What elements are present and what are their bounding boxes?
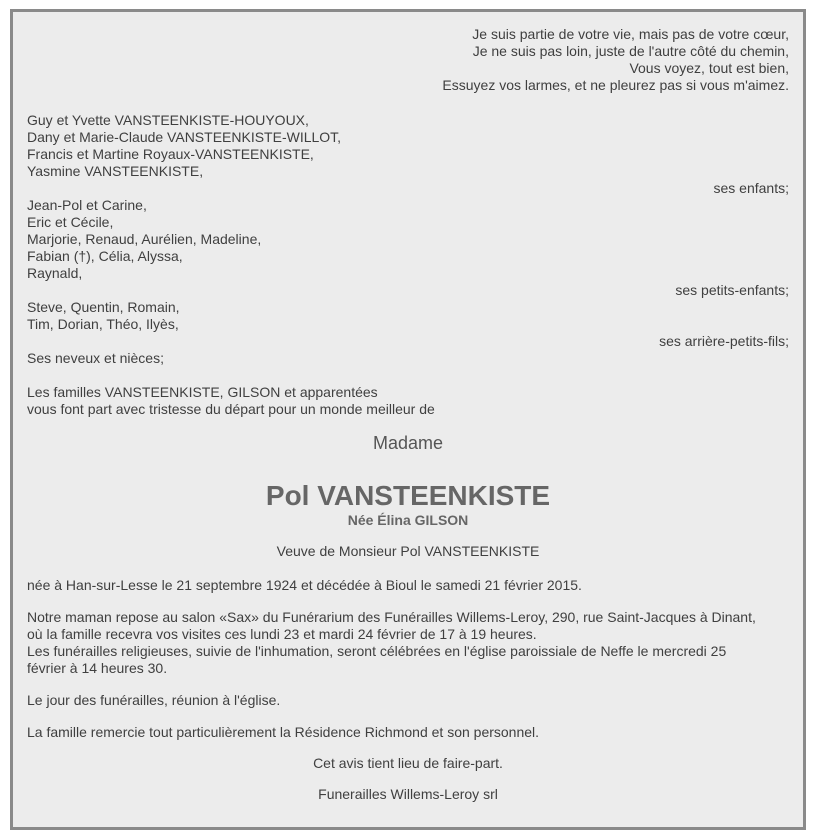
grandchild-name: Eric et Cécile, [27, 214, 114, 230]
honorific: Madame [372, 433, 444, 453]
grandchildren-label: ses petits-enfants; [675, 282, 789, 298]
announcement-line: Les familles VANSTEENKISTE, GILSON et apparentées [27, 384, 378, 400]
poem-line: Je suis partie de votre vie, mais pas de votre cœur, [472, 26, 789, 42]
child-name: Dany et Marie-Claude VANSTEENKISTE-WILLOT, [27, 129, 342, 145]
visitation-line: Notre maman repose au salon «Sax» du Funérarium des Funérailles Willems-Leroy, 290, rue Saint-Jacques à Dinant, [27, 609, 756, 625]
grandchild-name: Fabian (†), Célia, Alyssa, [27, 248, 183, 264]
child-name: Guy et Yvette VANSTEENKISTE-HOUYOUX, [27, 112, 309, 128]
visitation-line: Les funérailles religieuses, suivie de l'inhumation, seront célébrées en l'église paroissiale de Neffe le mercredi 25 [27, 643, 727, 659]
poem [27, 26, 789, 94]
deceased-name: Pol VANSTEENKISTE [265, 480, 551, 511]
great-grandchildren-label: ses arrière-petits-fils; [659, 333, 789, 349]
grandchild-name: Jean-Pol et Carine, [27, 197, 147, 213]
poem-line: Vous voyez, tout est bien, [629, 60, 789, 76]
children-block [27, 112, 789, 197]
visitation-block [27, 609, 789, 677]
visitation-line: février à 14 heures 30. [27, 660, 168, 676]
child-name: Yasmine VANSTEENKISTE, [27, 163, 204, 179]
grandchildren-block [27, 197, 789, 299]
widow-of: Veuve de Monsieur Pol VANSTEENKISTE [276, 543, 540, 559]
dates-line: née à Han-sur-Lesse le 21 septembre 1924 et décédée à Bioul le samedi 21 février 2015. [27, 577, 582, 593]
obituary-content [27, 26, 789, 803]
great-grandchild-name: Tim, Dorian, Théo, Ilyès, [27, 316, 179, 332]
poem-line: Essuyez vos larmes, et ne pleurez pas si vous m'aimez. [442, 77, 789, 93]
meeting-line: Le jour des funérailles, réunion à l'église. [27, 692, 281, 708]
notice-line: Cet avis tient lieu de faire-part. [313, 755, 503, 771]
children-label: ses enfants; [713, 180, 789, 196]
nephews-line: Ses neveux et nièces; [27, 350, 164, 366]
grandchild-name: Marjorie, Renaud, Aurélien, Madeline, [27, 231, 262, 247]
great-grandchildren-block [27, 299, 789, 350]
poem-line: Je ne suis pas loin, juste de l'autre côté du chemin, [472, 43, 789, 59]
thanks-line: La famille remercie tout particulièrement la Résidence Richmond et son personnel. [27, 724, 540, 740]
visitation-line: où la famille recevra vos visites ces lundi 23 et mardi 24 février de 17 à 19 heures. [27, 626, 537, 642]
birth-name: Née Élina GILSON [347, 512, 469, 528]
announcement [27, 384, 789, 418]
grandchild-name: Raynald, [27, 265, 83, 281]
obituary-frame [10, 9, 806, 830]
great-grandchild-name: Steve, Quentin, Romain, [27, 299, 180, 315]
funeral-home: Funerailles Willems-Leroy srl [318, 786, 498, 802]
child-name: Francis et Martine Royaux-VANSTEENKISTE, [27, 146, 314, 162]
announcement-line: vous font part avec tristesse du départ pour un monde meilleur de [27, 401, 435, 417]
